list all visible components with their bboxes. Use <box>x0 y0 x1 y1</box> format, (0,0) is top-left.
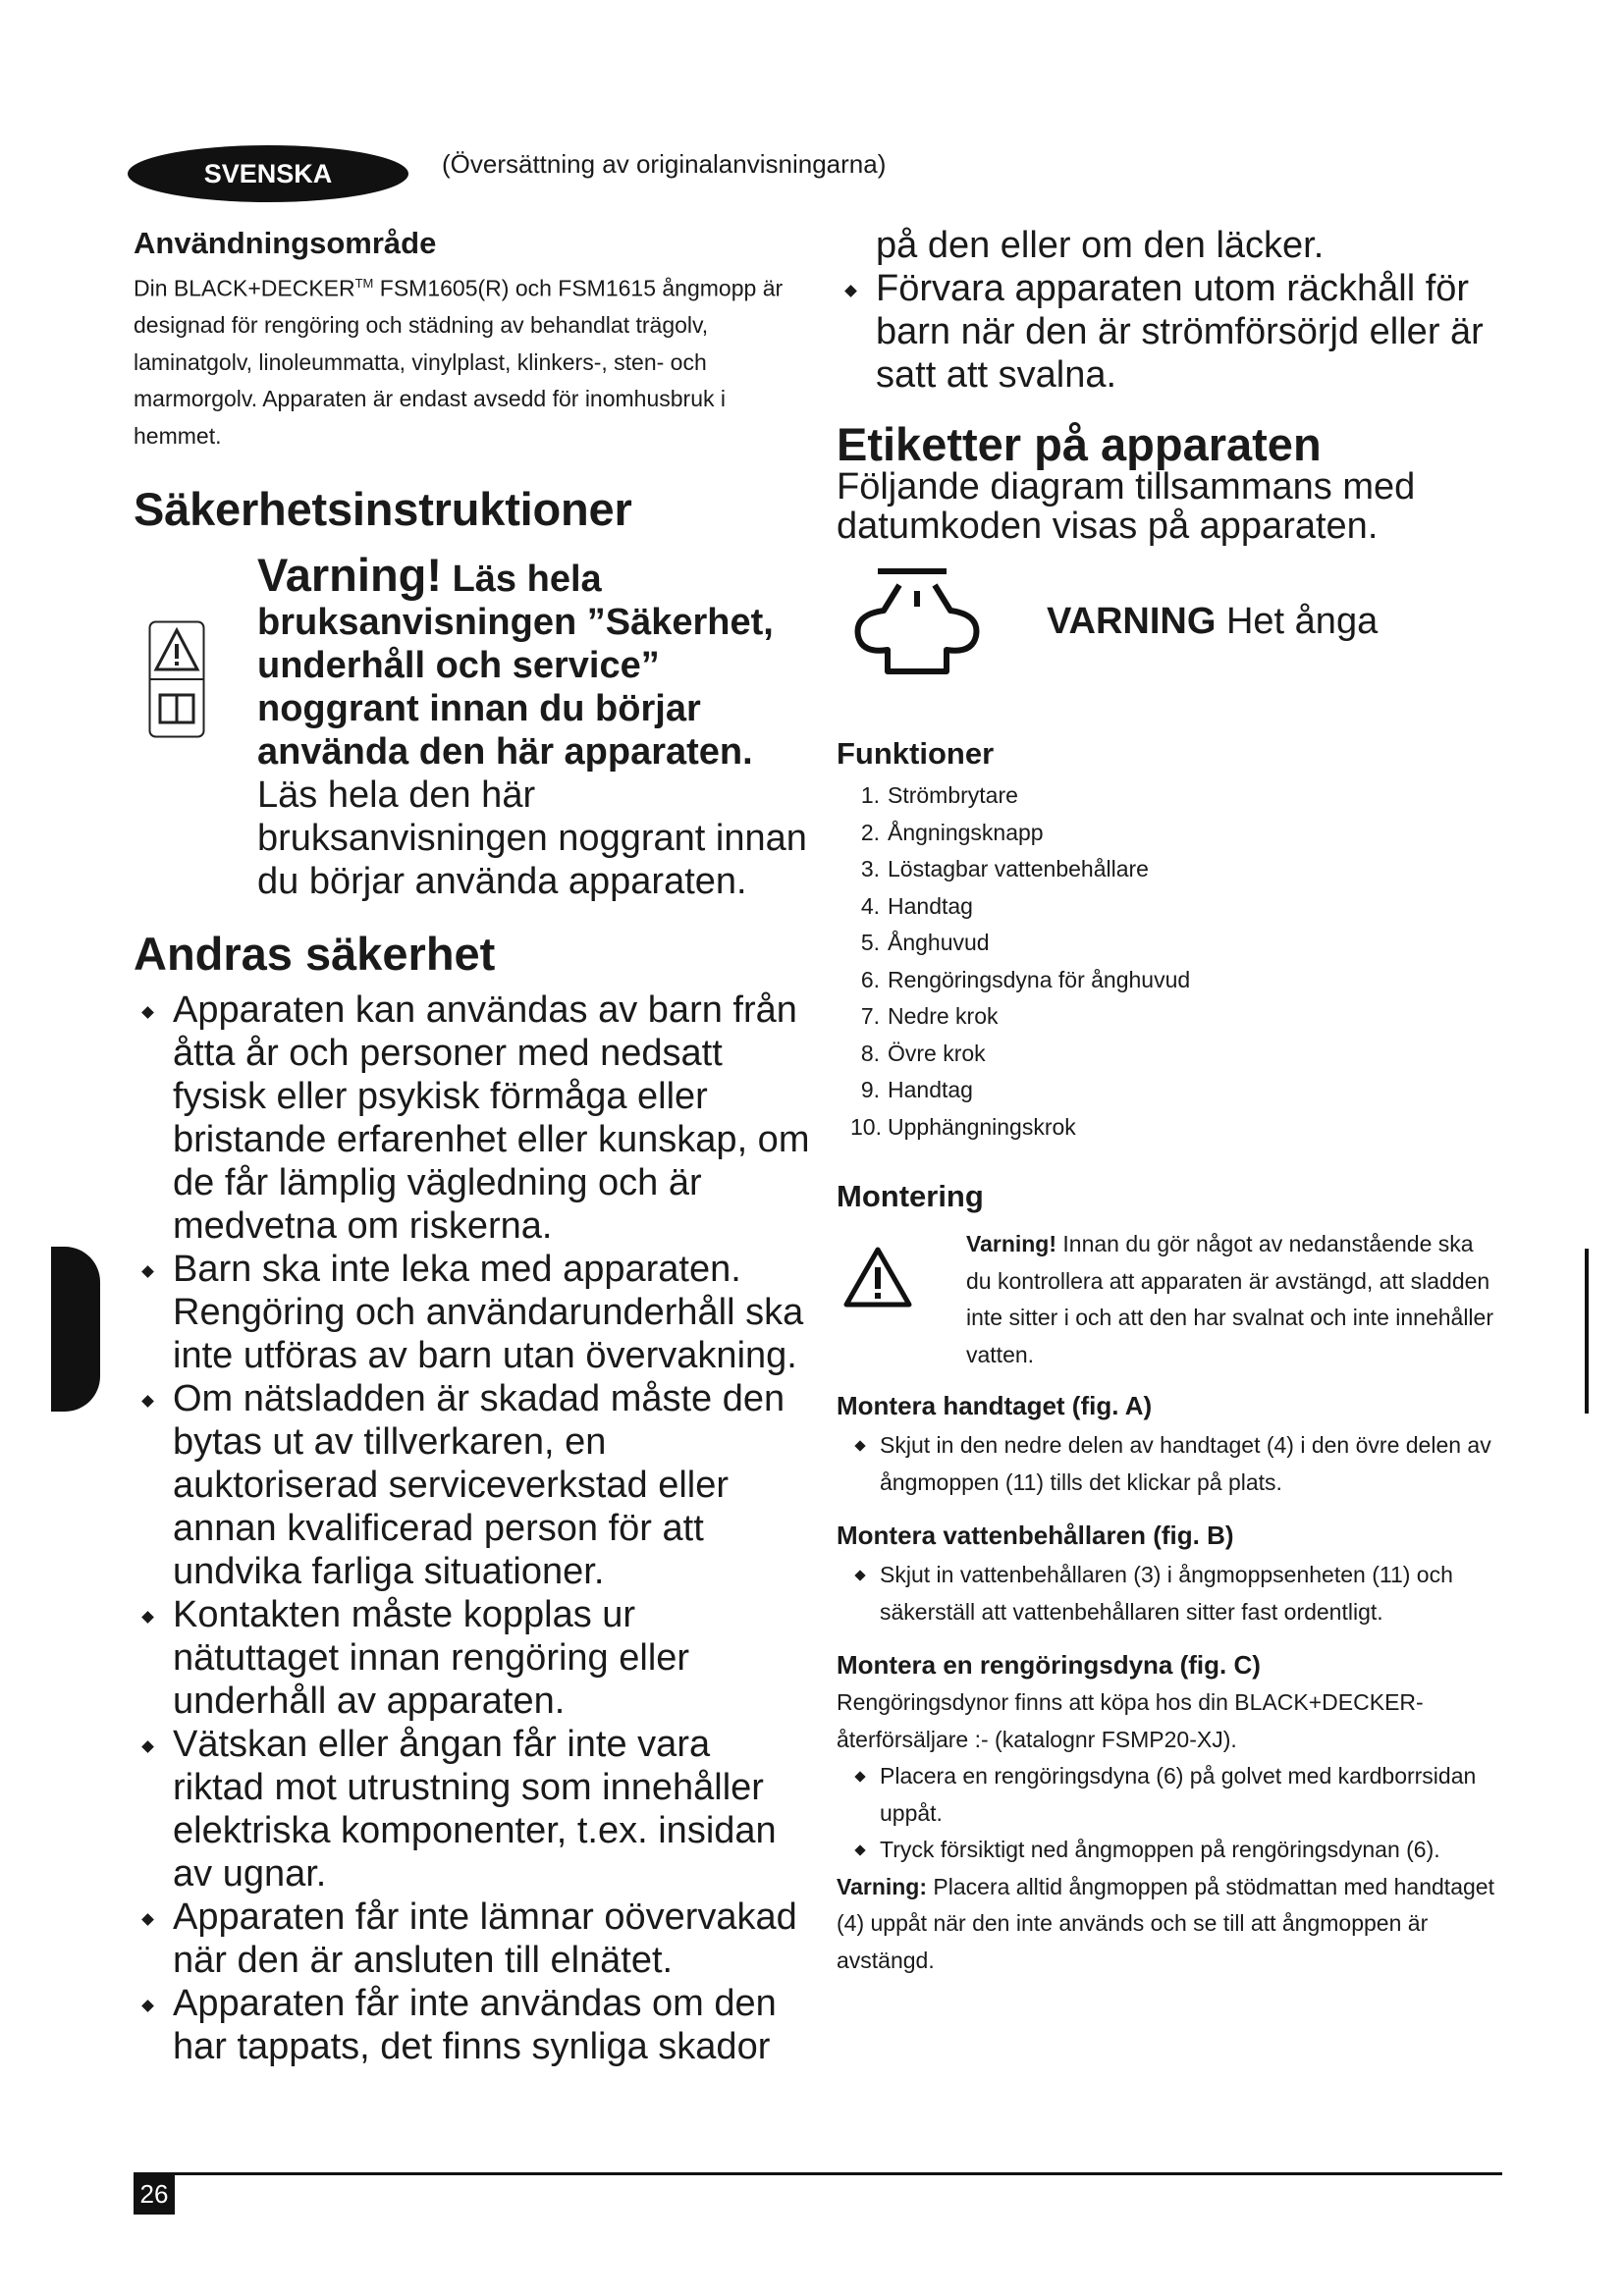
bullet-icon <box>141 1265 154 1278</box>
list-item: 6. Rengöringsdyna för ånghuvud <box>860 966 1191 992</box>
list-item: Kontakten måste kopplas ur nätuttaget innan rengöring eller underhåll av apparaten. <box>134 1593 811 1723</box>
continued-text: på den eller om den läcker. <box>876 225 1325 266</box>
bullet-icon <box>141 2000 154 2012</box>
features-title: Funktioner <box>837 736 995 771</box>
hot-steam-text: VARNING Het ånga <box>1047 601 1379 642</box>
bullet-icon <box>854 1771 865 1782</box>
safety-title: Säkerhetsinstruktioner <box>134 483 632 536</box>
warning-icons <box>148 620 205 743</box>
list-item: 10. Upphängningskrok <box>850 1113 1076 1140</box>
residual-risks-title: Andras säkerhet <box>134 928 496 981</box>
labels-text: Följande diagram tillsammans med datumkoden visas på apparaten. <box>837 466 1416 547</box>
warning-triangle-icon <box>842 1246 913 1308</box>
tank-section-title: Montera vattenbehållaren (fig. B) <box>837 1521 1234 1550</box>
handle-steps <box>837 1427 1500 1501</box>
assembly-title: Montering <box>837 1179 984 1213</box>
list-item: Förvara apparaten utom räckhåll för barn när den är strömförsörjd eller är satt att svalna. <box>837 267 1500 397</box>
hot-steam-icon <box>848 563 986 681</box>
list-item: 7. Nedre krok <box>860 1003 999 1029</box>
tank-steps <box>837 1557 1500 1630</box>
list-item: Tryck försiktigt ned ångmoppen på rengöringsdynan (6). <box>837 1832 1500 1869</box>
list-item: Vätskan eller ångan får inte vara riktad mot utrustning som innehåller elektriska komponenter, t.ex. insidan av ugnar. <box>134 1723 811 1896</box>
list-item: 9. Handtag <box>860 1077 973 1102</box>
list-item: 2. Ångningsknapp <box>860 819 1044 845</box>
bullet-icon <box>141 1006 154 1019</box>
list-item: 3. Löstagbar vattenbehållare <box>860 856 1149 881</box>
list-item: Apparaten får inte användas om den har tappats, det finns synliga skador <box>134 1982 811 2068</box>
labels-title: Etiketter på apparaten <box>837 418 1322 470</box>
residual-risks-list <box>134 988 811 2068</box>
manual-book-icon <box>148 679 205 738</box>
list-item: 1. Strömbrytare <box>860 782 1018 808</box>
list-item: Apparaten får inte lämnar oövervakad när den är ansluten till elnätet. <box>134 1896 811 1982</box>
warning-lead: Varning! <box>257 549 443 602</box>
section-thumb-tab <box>51 1247 100 1412</box>
list-item: 5. Ånghuvud <box>860 930 990 955</box>
bullet-icon <box>854 1570 865 1580</box>
pad-intro: Rengöringsdynor finns att köpa hos din BLACK+DECKER-återförsäljare :- (katalognr FSMP20-XJ). <box>837 1689 1424 1752</box>
assembly-warning-text: Varning! Innan du gör något av nedanstående ska du kontrollera att apparaten är avstängd, att sladden inte sitter i och att den har svalnat och inte innehåller vatten. <box>966 1231 1493 1367</box>
safety-warning-text: Varning! Läs hela bruksanvisningen ”Säkerhet, underhåll och service” noggrant innan du börjar använda den här apparaten. Läs hela den här bruksanvisningen noggrant innan du börjar använda apparaten. <box>257 549 807 903</box>
list-item: Skjut in vattenbehållaren (3) i ångmoppsenheten (11) och säkerställ att vattenbehållaren sitter fast ordentligt. <box>837 1557 1500 1630</box>
bullet-icon <box>141 1740 154 1753</box>
margin-bar <box>1585 1249 1589 1414</box>
trademark-mark: TM <box>354 276 374 291</box>
bullet-icon <box>844 285 857 297</box>
bullet-icon <box>854 1440 865 1451</box>
safety-warning <box>134 549 811 907</box>
language-label: SVENSKA <box>203 159 333 188</box>
footer-rule <box>134 2172 1502 2175</box>
bullet-icon <box>141 1913 154 1926</box>
pad-steps <box>837 1758 1500 1869</box>
pad-warning: Varning: Placera alltid ångmoppen på stödmattan med handtaget (4) uppåt när den inte används och se till att ångmoppen är avstängd. <box>837 1873 1494 1973</box>
bullet-icon <box>141 1395 154 1408</box>
list-item: Om nätsladden är skadad måste den bytas ut av tillverkaren, en auktoriserad serviceverkstad eller annan kvalificerad person för att undvika farliga situationer. <box>134 1377 811 1593</box>
list-item: Apparaten kan användas av barn från åtta år och personer med nedsatt fysisk eller psykisk förmåga eller bristande erfarenhet eller kunskap, om de får lämplig vägledning och är medvetna om riskerna. <box>134 988 811 1248</box>
hot-steam-label <box>837 560 1500 687</box>
list-item: Barn ska inte leka med apparaten. Rengöring och användarunderhåll ska inte utföras av barn utan övervakning. <box>134 1248 811 1377</box>
pad-section-title: Montera en rengöringsdyna (fig. C) <box>837 1650 1261 1680</box>
bullet-icon <box>854 1844 865 1855</box>
features-list <box>837 777 1500 1146</box>
list-item: 8. Övre krok <box>860 1040 986 1066</box>
intended-use-title: Användningsområde <box>134 226 437 260</box>
right-column <box>837 224 1500 1979</box>
list-item: Placera en rengöringsdyna (6) på golvet med kardborrsidan uppåt. <box>837 1758 1500 1832</box>
intended-use-text: Din BLACK+DECKER™ FSM1605(R) och FSM1615 ångmopp är designad för rengöring och städning av behandlat trägolv, laminatgolv, linoleummatta, vinylplast, klinkers-, sten- och marmorgolv. Apparaten är endast avsedd för inomhusbruk i hemmet. <box>134 275 784 449</box>
translation-note: (Översättning av originalanvisningarna) <box>442 149 887 179</box>
list-item: Skjut in den nedre delen av handtaget (4) i den övre delen av ångmoppen (11) tills det klickar på plats. <box>837 1427 1500 1501</box>
continued-list <box>837 267 1500 397</box>
bullet-icon <box>141 1611 154 1624</box>
page-number: 26 <box>134 2173 175 2215</box>
assembly-warning <box>837 1226 1500 1371</box>
handle-section-title: Montera handtaget (fig. A) <box>837 1391 1153 1420</box>
list-item: 4. Handtag <box>860 892 973 919</box>
left-column <box>134 224 811 2068</box>
